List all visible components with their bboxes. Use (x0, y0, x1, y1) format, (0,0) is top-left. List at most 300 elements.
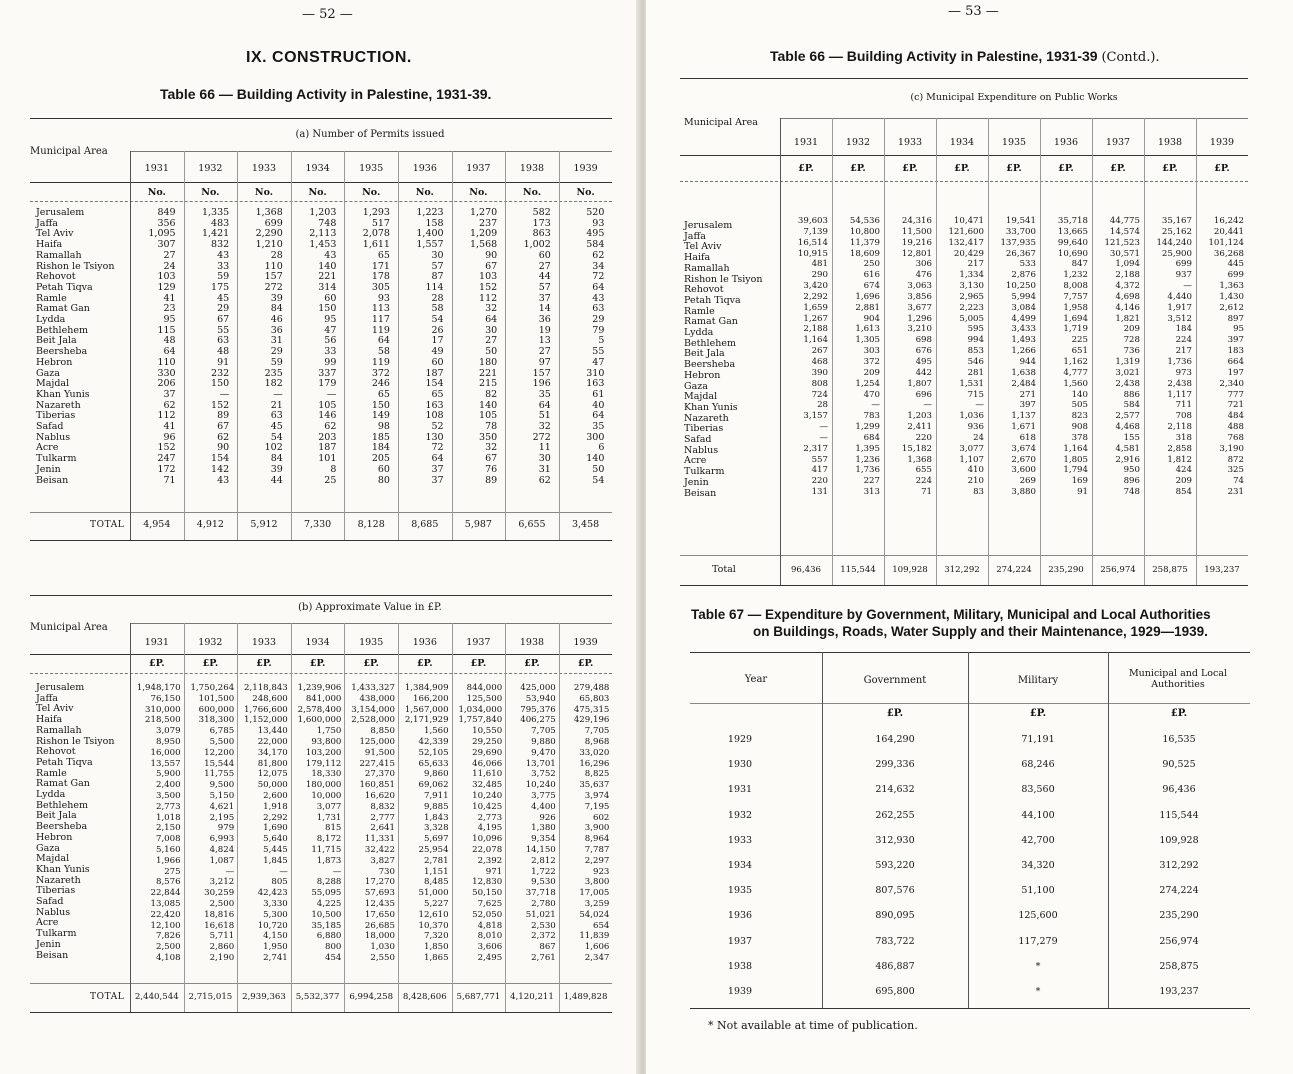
table-cell: 2,438 (1167, 378, 1192, 389)
table-cell: — (1183, 281, 1192, 292)
table-cell: 26,685 (364, 920, 395, 931)
table-cell: 13,440 (257, 726, 288, 737)
t67-bottom-rule (690, 1008, 1250, 1009)
table-cell: 699 (1175, 259, 1192, 270)
table-cell: 488 (1227, 422, 1244, 433)
table-cell: 1,036 (959, 411, 984, 422)
table-cell: 17 (431, 335, 444, 347)
table-cell: 505 (1071, 400, 1088, 411)
table-cell: 140 (1071, 389, 1088, 400)
table-cell: 48 (217, 346, 230, 358)
table-cell: 1,845 (263, 855, 288, 866)
table-cell: 2,777 (370, 812, 395, 823)
year-column (184, 683, 235, 964)
table-cell: 708 (1175, 411, 1192, 422)
table-cell: 34,170 (257, 747, 288, 758)
table-cell: 21 (270, 399, 283, 411)
area-name: Tulkarm (36, 928, 77, 940)
table-cell: 210 (967, 476, 984, 487)
area-name: Haifa (684, 252, 711, 264)
value-year-rule (30, 654, 612, 655)
year-header: 1931 (144, 637, 169, 648)
area-name: Rehovot (684, 284, 724, 296)
table-cell: 27 (538, 260, 551, 272)
table-cell: 187 (318, 442, 337, 454)
table-cell: 3,190 (1219, 443, 1244, 454)
area-name: Tiberias (36, 885, 76, 897)
table-cell: 23 (163, 303, 176, 315)
table-cell: 3,063 (907, 281, 932, 292)
table-cell: 35,718 (1057, 216, 1088, 226)
table-cell: 64 (163, 346, 176, 358)
table-cell: 300 (586, 431, 605, 443)
table-cell: 10,550 (472, 726, 503, 737)
table-cell: 166,200 (413, 693, 449, 704)
table-cell: 103,200 (305, 747, 342, 758)
table-cell: 7,826 (155, 931, 181, 942)
table-cell: 795,376 (520, 704, 556, 715)
table-cell: 2,118,843 (244, 683, 288, 693)
table-cell: 17,005 (579, 888, 610, 899)
table-cell: 2,550 (370, 952, 395, 963)
table-cell: 12,435 (364, 898, 395, 909)
area-name: Tel Aviv (684, 241, 722, 253)
table-cell: 37 (431, 463, 444, 475)
table-cell: 32 (538, 421, 551, 433)
table-cell: 54,536 (849, 216, 880, 226)
table-cell: 5,445 (263, 844, 288, 855)
table-cell: 221 (479, 367, 498, 379)
unit-label: No. (469, 187, 488, 198)
table-cell: 5,994 (1011, 291, 1036, 302)
area-name: Beisan (684, 487, 717, 499)
table-cell: 169 (1071, 476, 1088, 487)
table-cell: 112 (157, 410, 176, 422)
table-cell: 4,581 (1115, 443, 1140, 454)
total-cell: 3,458 (571, 519, 600, 530)
table-cell: 178 (371, 271, 390, 283)
table-cell: 64 (592, 281, 605, 293)
table-cell: 6,785 (209, 726, 235, 737)
table-cell: 27,370 (364, 769, 395, 780)
table-cell: 218,500 (145, 715, 181, 726)
unit-label: £P. (417, 658, 433, 669)
table-cell: 2,858 (1167, 443, 1192, 454)
table-cell: 582 (532, 207, 551, 218)
table-cell: 926 (539, 812, 556, 823)
table-cell: 372 (863, 356, 880, 367)
table-cell: 1,151 (423, 866, 449, 877)
table-cell: 410 (967, 465, 984, 476)
table-cell: 5 (598, 335, 605, 347)
table-cell: 1,107 (959, 454, 984, 465)
year-header: 1934 (305, 163, 330, 174)
table-cell: 184 (1175, 324, 1192, 335)
t67-divider-3 (1108, 652, 1109, 1008)
table-cell: 18,609 (849, 248, 880, 259)
table-cell: 91 (1077, 487, 1088, 498)
table-cell: 115 (157, 324, 176, 336)
table-cell: 1,948,170 (136, 683, 181, 693)
table-cell: 476 (915, 270, 932, 281)
area-name: Tulkarm (36, 453, 77, 465)
table-cell: 27 (163, 249, 176, 261)
table-cell: 57 (431, 260, 444, 272)
table-cell: 12,610 (418, 909, 449, 920)
table-cell: — (219, 388, 230, 400)
table-cell: 1,821 (1115, 313, 1140, 324)
t67-year: 1934 (727, 860, 753, 871)
table-cell: 33,700 (1005, 226, 1036, 237)
table-cell: 654 (592, 920, 610, 931)
table-cell: 2,372 (531, 931, 556, 942)
table-cell: 3,827 (370, 855, 395, 866)
table-cell: 1,606 (584, 942, 610, 953)
table-cell: 2,780 (531, 898, 556, 909)
table-cell: 33 (324, 346, 337, 358)
table-cell: 390 (811, 367, 828, 378)
table-cell: 13,701 (525, 758, 556, 769)
table-cell: 1,694 (1063, 313, 1088, 324)
table-cell: 3,021 (1115, 367, 1140, 378)
table-cell: 173 (532, 217, 551, 229)
total-cell: 5,687,771 (456, 992, 501, 1002)
table-cell: 994 (967, 335, 984, 346)
table-cell: 2,670 (1011, 454, 1036, 465)
table-cell: 696 (915, 389, 932, 400)
year-column (452, 208, 498, 486)
table-cell: 184 (371, 442, 390, 454)
permits-total-rule-top (30, 512, 612, 513)
t67-gov-value: 312,930 (875, 834, 915, 846)
table-cell: 1,018 (155, 812, 181, 823)
table-cell: 445 (1227, 259, 1244, 270)
table-cell: 43 (217, 474, 230, 486)
t67-gov-value: 486,887 (875, 960, 915, 972)
table-cell: 37 (538, 292, 551, 304)
year-column (559, 208, 605, 486)
area-name: Lydda (684, 327, 714, 339)
area-name: Beit Jala (36, 335, 77, 347)
table-cell: 10,720 (257, 920, 288, 931)
table-cell: 93 (592, 217, 605, 229)
table-cell: 815 (324, 823, 342, 834)
table-cell: 1,266 (1011, 346, 1036, 357)
table-cell: 886 (1123, 389, 1140, 400)
table-cell: 2,965 (959, 291, 984, 302)
table-cell: 1,319 (1115, 356, 1140, 367)
table-cell: 43 (324, 249, 337, 261)
year-header: 1932 (198, 163, 223, 174)
table-cell: 808 (811, 378, 828, 389)
table-cell: 1,560 (423, 726, 449, 737)
table-cell: 37 (431, 474, 444, 486)
table-cell: 971 (485, 866, 503, 877)
table-cell: 9,860 (423, 769, 449, 780)
year-header: 1933 (251, 163, 277, 174)
table-cell: 1,430 (1219, 291, 1244, 302)
total-cell: 235,290 (1048, 565, 1084, 575)
table-cell: 227 (863, 476, 880, 487)
table-cell: 45 (270, 421, 283, 433)
table-cell: 60 (431, 356, 444, 368)
table-cell: 2,741 (263, 952, 288, 963)
table-cell: 224 (1175, 335, 1192, 346)
table-cell: 2,190 (209, 952, 235, 963)
table-cell: 79 (592, 324, 605, 336)
table-cell: 22,420 (150, 909, 181, 920)
area-name: Beit Jala (36, 810, 77, 822)
table-cell: 4,400 (531, 801, 556, 812)
table-cell: 5,640 (263, 834, 288, 845)
area-name: Tulkarm (684, 466, 725, 478)
area-name: Haifa (36, 239, 63, 251)
table-cell: 16,620 (364, 790, 395, 801)
table-cell: 1,611 (362, 239, 390, 251)
table-cell: 1,117 (1167, 389, 1192, 400)
table-cell: 2,641 (370, 823, 395, 834)
permits-total-label: TOTAL (90, 520, 125, 530)
total-cell: 256,974 (1100, 565, 1136, 575)
table-cell: 19,541 (1005, 216, 1036, 226)
table-cell: 973 (1175, 367, 1192, 378)
t67-mun-value: 90,525 (1162, 759, 1196, 771)
table-cell: 8,008 (1063, 281, 1088, 292)
table-cell: 4,824 (209, 844, 235, 855)
table-cell: 290 (811, 270, 828, 281)
table-cell: 39,603 (797, 216, 828, 226)
table-cell: 3,880 (1011, 487, 1036, 498)
table-cell: 1,531 (959, 378, 984, 389)
table-cell: 37 (163, 388, 176, 400)
table-cell: 11,755 (204, 769, 235, 780)
table-cell: 1,719 (1063, 324, 1088, 335)
table-cell: 470 (863, 389, 880, 400)
table-cell: 2,078 (362, 228, 390, 240)
table-cell: 25,162 (1161, 226, 1192, 237)
table-cell: 24,316 (901, 216, 932, 226)
table-cell: 736 (1123, 346, 1140, 357)
table-cell: 15,544 (204, 758, 235, 769)
table-cell: 1,335 (201, 207, 230, 218)
year-header: 1933 (251, 637, 277, 648)
table-cell: 36,268 (1213, 248, 1244, 259)
table-cell: 584 (586, 239, 605, 251)
total-cell: 115,544 (840, 565, 876, 575)
table-cell: 10,240 (525, 780, 556, 791)
table-cell: 41 (163, 292, 176, 304)
year-header: 1936 (1053, 137, 1079, 148)
table-cell: 2,773 (477, 812, 503, 823)
value-sub-rule (130, 623, 612, 624)
table-cell: 3,330 (263, 898, 288, 909)
table-cell: 35 (538, 388, 551, 400)
table-cell: 26 (431, 324, 444, 336)
table-cell: 217 (967, 259, 984, 270)
table-cell: 4,372 (1115, 281, 1140, 292)
table-cell: 54,024 (579, 909, 610, 920)
area-name: Ramle (36, 767, 67, 779)
table-cell: 144,240 (1156, 237, 1192, 248)
table-cell: 30 (485, 324, 498, 336)
table-cell: 247 (157, 453, 176, 465)
table-cell: 1,812 (1167, 454, 1192, 465)
table-cell: 2,773 (155, 801, 181, 812)
table-cell: 163 (586, 378, 605, 390)
table-cell: 438,000 (359, 693, 395, 704)
area-name: Petah Tiqva (36, 281, 93, 293)
table-cell: 602 (592, 812, 610, 823)
t67-gov-value: 890,095 (875, 910, 915, 922)
table-cell: 1,918 (263, 801, 288, 812)
table-cell: 9,885 (423, 801, 449, 812)
table-cell: 16,000 (150, 747, 181, 758)
table-cell: 113 (371, 303, 390, 315)
table-cell: 62 (163, 399, 176, 411)
table-cell: 232 (211, 367, 230, 379)
table-cell: 805 (271, 877, 288, 888)
table-cell: 417 (811, 465, 828, 476)
table-cell: 185 (371, 431, 390, 443)
table-cell: 150 (318, 303, 337, 315)
table-cell: 217 (1175, 346, 1192, 357)
table-cell: 150 (371, 399, 390, 411)
table-cell: 246 (371, 378, 390, 390)
table-cell: 2,223 (959, 302, 984, 313)
area-name: Jaffa (36, 217, 58, 229)
table-cell: 224 (915, 476, 932, 487)
table-cell: 64 (431, 453, 444, 465)
table-cell: 179 (318, 378, 337, 390)
table-cell: 35,167 (1161, 216, 1192, 226)
table-cell: 5,160 (155, 844, 181, 855)
table-cell: 1,950 (263, 942, 288, 953)
table-cell: 101,124 (1208, 237, 1244, 248)
table-cell: 1,766,600 (244, 704, 288, 715)
table-cell: 51,021 (525, 909, 556, 920)
unit-label: No. (362, 187, 381, 198)
table-cell: 95 (324, 314, 337, 326)
table-cell: 481 (811, 259, 828, 270)
year-column (130, 683, 181, 964)
table-cell: 58 (377, 346, 390, 358)
table-cell: 50 (485, 346, 498, 358)
table-cell: 80 (377, 474, 390, 486)
table-cell: 59 (217, 271, 230, 283)
table-cell: 57,693 (364, 888, 395, 899)
year-header: 1933 (897, 137, 923, 148)
table-cell: 1,334 (959, 270, 984, 281)
table-cell: 89 (485, 474, 498, 486)
table-cell: 10,250 (1005, 281, 1036, 292)
table-cell: 50,000 (257, 780, 288, 791)
unit-label: No. (522, 187, 542, 198)
exp-top-rule (680, 78, 1248, 79)
t67-year-header: Year (744, 674, 768, 685)
table-cell: 424 (1175, 465, 1192, 476)
table-cell: 1,873 (316, 855, 342, 866)
table-cell: 1,958 (1063, 302, 1088, 313)
table-cell: 171 (371, 260, 390, 272)
t67-mun-header: Municipal and Local Authorities (1128, 668, 1228, 690)
year-header: 1937 (1105, 137, 1131, 148)
table-cell: 1,805 (1063, 454, 1088, 465)
table-cell: 55,095 (311, 888, 342, 899)
table-cell: — (975, 400, 984, 411)
table-cell: 854 (1175, 487, 1192, 498)
table-cell: 867 (539, 942, 556, 953)
table-cell: 557 (811, 454, 828, 465)
table-cell: 1,671 (1011, 422, 1036, 433)
table-cell: 3,077 (316, 801, 342, 812)
area-name: Tel Aviv (36, 703, 74, 715)
unit-label: £P. (1162, 163, 1178, 174)
table-cell: 14,574 (1109, 226, 1140, 237)
table-cell: 923 (592, 866, 610, 877)
value-total-rule-bottom (30, 1012, 612, 1013)
area-name: Majdal (36, 853, 70, 865)
table-cell: 20,441 (1213, 226, 1244, 237)
table-cell: 93,800 (311, 736, 342, 747)
table-cell: 64 (485, 314, 498, 326)
table-cell: 442 (915, 367, 932, 378)
table-cell: 47 (324, 324, 337, 336)
table-cell: 14 (538, 303, 551, 315)
table-cell: 3,856 (907, 291, 932, 302)
table-cell: 36 (270, 324, 283, 336)
table-cell: 74 (1233, 476, 1244, 487)
unit-label: £P. (1058, 163, 1074, 174)
area-name: Safad (36, 896, 64, 908)
table-cell: 1,368 (255, 207, 283, 218)
table-cell: 8 (330, 463, 337, 475)
area-name: Petah Tiqva (36, 756, 93, 768)
table-cell: 8,832 (370, 801, 395, 812)
table-cell: 1,560 (1063, 378, 1088, 389)
table-cell: 904 (863, 313, 880, 324)
table-cell: 4,777 (1063, 367, 1088, 378)
year-column (884, 216, 932, 498)
table-cell: 18,816 (204, 909, 235, 920)
table-cell: 203 (318, 431, 337, 443)
table-cell: 93 (377, 292, 390, 304)
table-cell: 19,216 (901, 237, 932, 248)
table-cell: 39 (270, 463, 283, 475)
t67-year: 1936 (727, 910, 753, 922)
table-cell: 1,363 (1219, 281, 1244, 292)
table-cell: 152 (157, 442, 176, 454)
table-cell: 110 (264, 260, 283, 272)
area-name: Rishon le Tsiyon (36, 260, 115, 272)
area-name: Haifa (36, 714, 63, 726)
table-cell: 11,715 (311, 844, 342, 855)
total-cell: 6,994,258 (349, 992, 394, 1002)
table-cell: 175 (211, 281, 230, 293)
area-name: Jenin (684, 476, 709, 488)
t67-mil-value: 83,560 (1021, 784, 1055, 796)
area-name: Tiberias (684, 423, 724, 435)
table-cell: 13,085 (150, 898, 181, 909)
table-cell: 655 (915, 465, 932, 476)
year-header: 1932 (845, 137, 871, 148)
table-cell: 39 (270, 292, 283, 304)
table-cell: 2,500 (209, 898, 235, 909)
total-cell: 274,224 (996, 565, 1032, 575)
year-column (505, 683, 556, 964)
value-unit-rule (30, 673, 612, 674)
permits-total-rule-bottom (30, 540, 612, 541)
area-name: Safad (684, 434, 712, 446)
